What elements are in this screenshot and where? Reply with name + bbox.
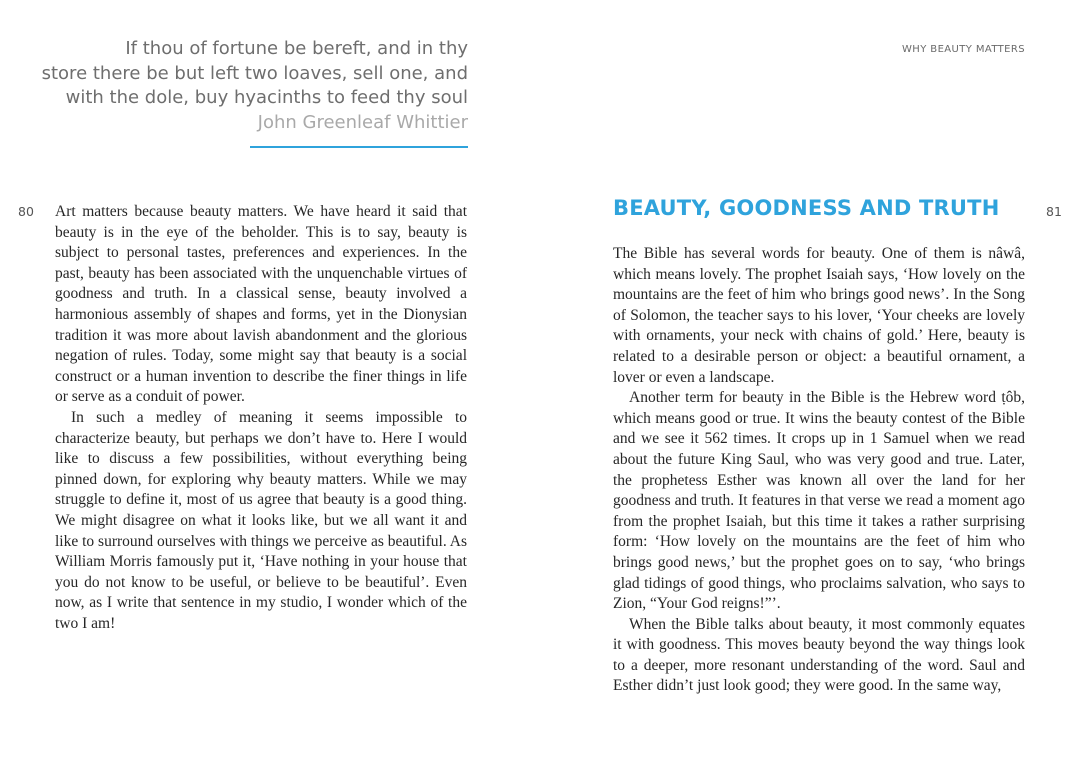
epigraph-divider	[250, 146, 468, 148]
right-body-text	[613, 244, 1025, 697]
page-number-left: 80	[18, 204, 34, 219]
epigraph-line: If thou of fortune be bereft, and in thy	[125, 38, 468, 59]
paragraph: Art matters because beauty matters. We have heard it said that beauty is in the eye of the beholder. This is to say, beauty is subject to personal tastes, preferences and experiences. In the past, beauty has been associated with the unquenchable virtues of goodness and truth. In a classical sense, beauty involved a harmonious assembly of shapes and forms, yet in the Dionysian tradition it was more about lavish abandonment and the glorious negation of rules. Today, some might say that beauty is a social construct or a human invention to describe the finer things in life or serve as a conduit of power.	[55, 203, 467, 406]
epigraph	[40, 37, 468, 135]
paragraph: In such a medley of meaning it seems impossible to characterize beauty, but perhaps we don’t have to. Here I would like to discuss a few possibilities, without everything being pinned down, for exploring why beauty matters. While we may struggle to define it, most of us agree that beauty is a good thing. We might disagree on what it looks like, but we all want it and like to surround ourselves with things we perceive as beautiful. As William Morris famously put it, ‘Have nothing in your house that you do not know to be useful, or believe to be beautiful’. Even now, as I write that sentence in my studio, I wonder which of the two I am!	[55, 408, 467, 632]
paragraph: Another term for beauty in the Bible is the Hebrew word ṭôb, which means good or true. It wins the beauty contest of the Bible and we see it 562 times. It crops up in 1 Samuel when we read about the future King Saul, who was very good and true. Later, the prophetess Esther was known all over the land for her goodness and truth. It features in that verse we read a moment ago from the prophet Isaiah, but this time it takes a rather surprising form: ‘How lovely on the mountains are the feet of him who brings good news,’ but the prophet goes on to say, ‘who brings glad tidings of good things, who proclaims salvation, who says to Zion, “Your God reigns!”’.	[613, 389, 1025, 613]
page-number-right: 81	[1046, 204, 1062, 219]
epigraph-author: John Greenleaf Whittier	[257, 111, 468, 133]
paragraph: The Bible has several words for beauty. One of them is nâwâ, which means lovely. The prophet Isaiah says, ‘How lovely on the mountains are the feet of him who brings good news’. In the Song of Solomon, the teacher says to his lover, ‘Your cheeks are lovely with ornaments, your neck with chains of gold.’ Here, beauty is related to a desirable person or object: a beautiful ornament, a lover or even a landscape.	[613, 245, 1025, 386]
left-body-text	[55, 202, 467, 634]
epigraph-line: store there be but left two loaves, sell one, and	[41, 62, 468, 84]
running-head: WHY BEAUTY MATTERS	[902, 44, 1025, 55]
paragraph: When the Bible talks about beauty, it most commonly equates it with goodness. This moves beauty beyond the way things look to a deeper, more resonant understanding of the word. Saul and Esther didn’t just look good; they were good. In the same way,	[613, 615, 1025, 695]
section-title: BEAUTY, GOODNESS AND TRUTH	[613, 196, 1000, 220]
epigraph-line: with the dole, buy hyacinths to feed thy soul	[65, 87, 468, 109]
